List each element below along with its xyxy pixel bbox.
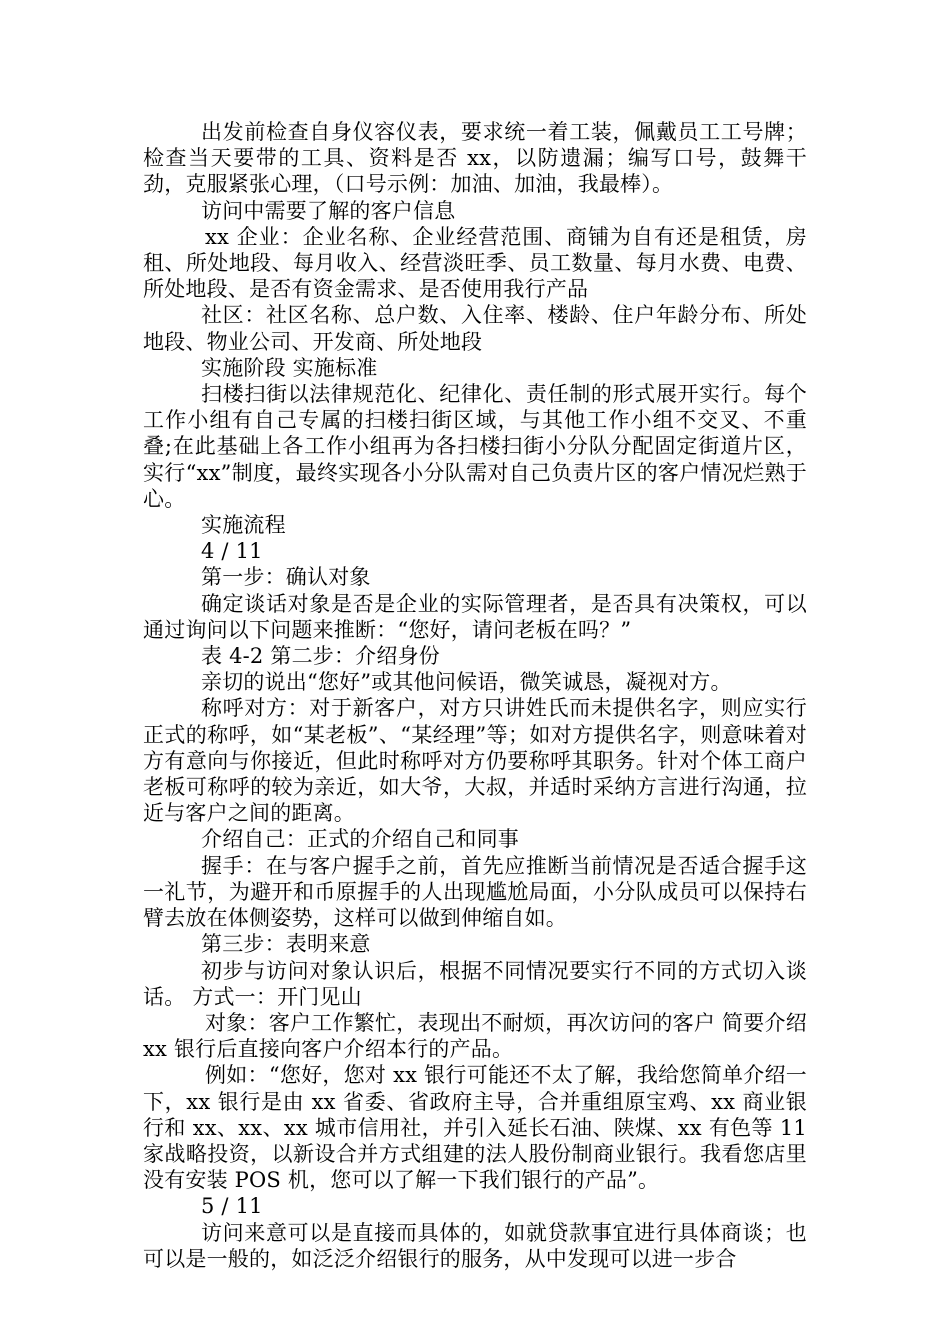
paragraph-implementation-standard: 扫楼扫街以法律规范化、纪律化、责任制的形式展开实行。每个工作小组有自己专属的扫楼扫街区域，与其他工作小组不交叉、不重叠;在此基础上各工作小组再为各扫楼扫街小分队分配固定街道片区，实行“xx”制度，最终实现各小分队需对自己负责片区的客户情况烂熟于心。: [143, 382, 807, 511]
paragraph-step-one-heading: 第一步：确认对象: [201, 565, 371, 590]
page-number: 5 / 11: [201, 1194, 263, 1219]
paragraph-example: 例如：“您好，您对 xx 银行可能还不太了解，我给您简单介绍一下，xx 银行是由 xx 省委、省政府主导，合并重组原宝鸡、xx 商业银行和 xx、xx、xx 城市信用社，并引入延长石油、陕煤、xx 有色等 11 家战略投资，以新设合并方式组建的法人股份制商业银行。我看您店里没有安装 POS 机，您可以了解一下我们银行的产品”。: [143, 1063, 814, 1193]
paragraph-step-three-heading: 第三步：表明来意: [201, 932, 371, 957]
paragraph-self-introduction: 介绍自己：正式的介绍自己和同事: [201, 827, 519, 852]
paragraph-addressing: 称呼对方：对于新客户，对方只讲姓氏而未提供名字，则应实行正式的称呼，如“某老板”、“某经理”等；如对方提供名字，则意味着对方有意向与你接近，但此时称呼对方仍要称呼其职务。针对个体工商户老板可称呼的较为亲近，如大爷，大叔，并适时采纳方言进行沟通，拉近与客户之间的距离。: [143, 696, 807, 826]
paragraph-heading-customer-info: 访问中需要了解的客户信息: [201, 198, 456, 223]
paragraph-step-two-heading: 表 4-2 第二步：介绍身份: [201, 644, 440, 669]
paragraph-enterprise-info: xx 企业：企业名称、企业经营范围、商铺为自有还是租赁，房租、所处地段、每月收入、经营淡旺季、员工数量、每月水费、电费、所处地段、是否有资金需求、是否使用我行产品: [143, 224, 807, 302]
paragraph-preparation: 出发前检查自身仪容仪表，要求统一着工装，佩戴员工工号牌；检查当天要带的工具、资料是否 xx，以防遗漏；编写口号，鼓舞干劲，克服紧张心理，（口号示例：加油、加油，我最棒）。: [143, 120, 807, 197]
page-number: 4 / 11: [201, 539, 263, 564]
paragraph-visit-purpose: 访问来意可以是直接而具体的，如就贷款事宜进行具体商谈；也可以是一般的，如泛泛介绍银行的服务，从中发现可以进一步合: [143, 1220, 807, 1271]
paragraph-heading-implementation-standard: 实施阶段 实施标准: [201, 355, 378, 380]
paragraph-approach-intro: 初步与访问对象认识后，根据不同情况要实行不同的方式切入谈话。 方式一：开门见山: [143, 958, 807, 1009]
paragraph-target: 对象：客户工作繁忙，表现出不耐烦，再次访问的客户 简要介绍 xx 银行后直接向客户介绍本行的产品。: [143, 1010, 814, 1062]
paragraph-heading-implementation-process: 实施流程: [201, 513, 286, 538]
paragraph-community-info: 社区：社区名称、总户数、入住率、楼龄、住户年龄分布、所处地段、物业公司、开发商、所处地段: [143, 303, 807, 354]
paragraph-handshake: 握手：在与客户握手之前，首先应推断当前情况是否适合握手这一礼节，为避开和币原握手的人出现尴尬局面，小分队成员可以保持右臂去放在体侧姿势，这样可以做到伸缩自如。: [143, 853, 807, 931]
paragraph-greeting: 亲切的说出“您好”或其他问候语，微笑诚恳，凝视对方。: [201, 670, 732, 695]
document-page: [143, 119, 814, 1272]
paragraph-step-one: 确定谈话对象是否是企业的实际管理者，是否具有决策权，可以通过询问以下问题来推断：“您好，请问老板在吗？”: [143, 591, 807, 642]
